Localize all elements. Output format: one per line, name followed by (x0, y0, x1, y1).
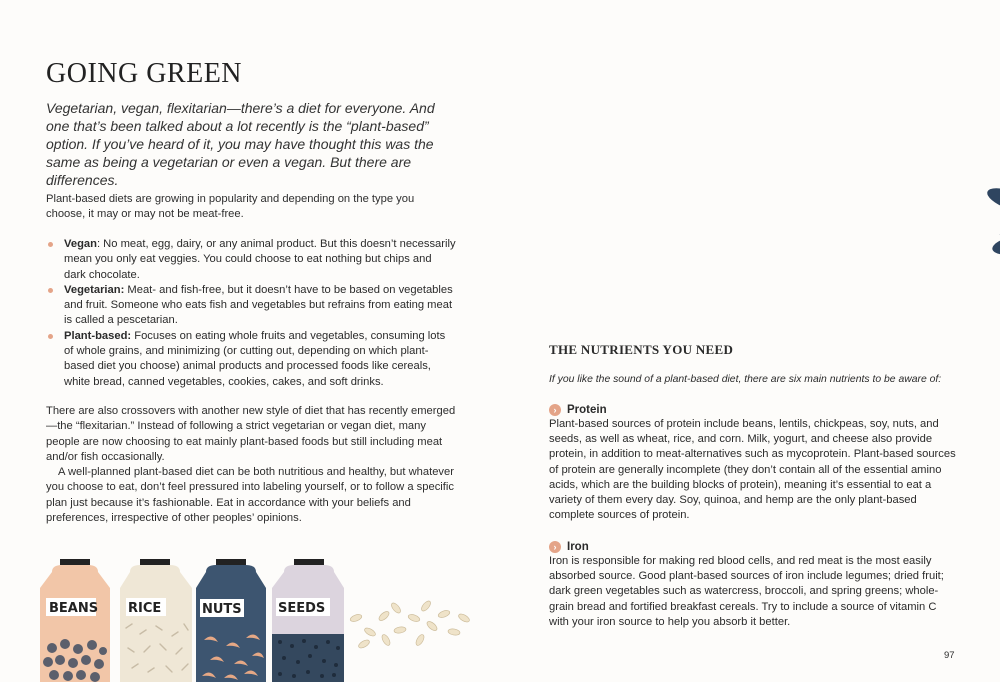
loose-seeds (349, 599, 470, 649)
seeds-jar (272, 559, 344, 682)
nutrients-lead: If you like the sound of a plant-based diet, there are six main nutrients to be aware of: (549, 374, 942, 385)
body-paragraph-3: A well-planned plant-based diet can be both nutritious and healthy, but whatever you choose to eat, don’t feel pressured into labeling yourself, or to follow a specific plan just because it’s fashionable. Eat in accordance with your beliefs and preferences, irrespective of other peoples’ opinions. (46, 466, 454, 524)
list-item-text: Focuses on eating whole fruits and vegetables, consuming lots of whole grains, and minimizing (or cutting out, depending on which plant-based diet you choose) animal products and processed foods like cereals, white bread, canned vegetables, cookies, cakes, and soft drinks. (64, 329, 446, 388)
leafy-branch-illustration (984, 83, 1000, 328)
chevron-right-icon: › (549, 404, 561, 416)
section-text: Iron is responsible for making red blood cells, and red meat is the most easily absorbed source. Good plant-based sources of iron include legumes; dried fruit; dark green vegetables such as watercress, broccoli, and spring greens; whole-grain bread and fortified breakfast cereals. Try to include a source of vitamin C with your iron source to help you absorb it better. (549, 555, 944, 628)
page-title: GOING GREEN (46, 58, 243, 89)
iron-section (549, 541, 959, 630)
list-item-text: : No meat, egg, dairy, or any animal product. But this doesn’t necessarily mean you only eat veggies. You could choose to eat nothing but chips and dark chocolate. (64, 238, 456, 281)
jar-label: SEEDS (278, 601, 326, 616)
list-item-term: Plant-based: (64, 329, 132, 342)
jar-label: NUTS (202, 602, 242, 617)
list-item (46, 283, 456, 329)
jar-label: RICE (128, 601, 162, 616)
intro-paragraph: Vegetarian, vegan, flexitarian—there’s a diet for everyone. And one that’s been talked about a lot recently is the “plant-based” option. If you’ve heard of it, you may have thought this was the same as being a vegetarian or even a vegan. But there are differences. (46, 100, 435, 188)
jars-illustration (40, 548, 480, 682)
chevron-right-icon: › (549, 541, 561, 553)
body-paragraph-2: There are also crossovers with another new style of diet that has recently emerged—the “flexitarian.” Instead of following a strict vegetarian or vegan diet, many people are now choosing to eat mainly plant-based foods but still including meat and/or fish occasionally. (46, 405, 456, 463)
section-title: Protein (567, 404, 607, 416)
list-item (46, 237, 456, 283)
protein-section (549, 404, 959, 523)
list-item-text: Meat- and fish-free, but it doesn’t have to be based on vegetables and fruit. Someone who eats fish and vegetables but refrains from eating meat is called a pescetarian. (64, 283, 453, 327)
nutrients-heading: THE NUTRIENTS YOU NEED (549, 342, 734, 357)
rice-jar (120, 559, 192, 682)
beans-jar (40, 559, 110, 682)
right-page (500, 0, 1000, 682)
section-title: Iron (567, 541, 589, 553)
page-number: 97 (944, 650, 955, 661)
list-item (46, 329, 456, 390)
diet-types-list (46, 237, 456, 390)
section-text: Plant-based sources of protein include beans, lentils, chickpeas, soy, nuts, and seeds, as well as wheat, rice, and corn. Milk, yogurt, and cheese also provide protein, in addition to meat-alternatives such as mycoprotein. Plant-based sources of protein are generally incomplete (they don’t contain all of the essential amino acids, which are the building blocks of protein), meaning it’s essential to eat a variety of them every day. Soy, quinoa, and hemp are the only plant-based complete sources of protein. (549, 418, 956, 522)
body-paragraph-1: Plant-based diets are growing in popularity and depending on the type you choose, it may or may not be meat-free. (46, 193, 415, 221)
jar-label: BEANS (49, 601, 99, 616)
nuts-jar (196, 559, 266, 682)
list-item-term: Vegan (64, 238, 97, 250)
list-item-term: Vegetarian: (64, 283, 125, 296)
produce-illustration (980, 20, 1000, 360)
